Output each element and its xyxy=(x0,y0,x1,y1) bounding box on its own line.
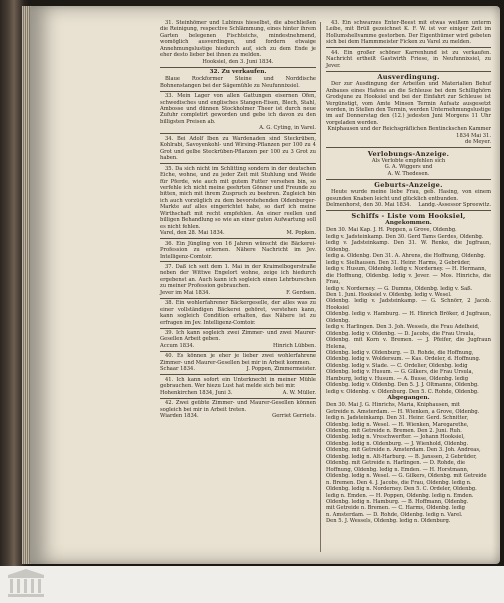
left-column xyxy=(160,20,316,419)
ad-41-name: A. W. Müller. xyxy=(282,389,316,396)
ad-31: 31. Steinhömer und Lubinus hieselbst, die abschließen die Reinigung, respective Schlämmung, eines hinter ihrem Garten belegenen Fischteichs, mindestnehmend, womöglich ausverdingen, und fordern etwaige Annehmungslustige hiedurch auf, sich zu dem Ende je eher desto lieber bei ihnen zu melden. xyxy=(160,20,316,59)
departure-entry: Oldenbg. ledig n. Hamburg. — B. Hoffmann, Oldenbg. xyxy=(326,499,469,505)
ausverdingung-authority: Kniphausen und der Reichsgräflichen Bentinckschen Kammer 1834 Mai 31. xyxy=(327,126,491,139)
divider xyxy=(160,298,316,299)
arrival-entry: Oldenbg. ledig v. Oldenbg. Den 5. J. J. Oltmanns, Oldenbg. xyxy=(326,382,479,389)
arrival-entry: ledig v. Norderney. — G. Dumms, Oldenbg. ledig v. Saß. xyxy=(326,285,473,292)
right-column xyxy=(326,20,491,525)
ad-41-place-date: Hohenkirchen 1834, Juni 3. xyxy=(160,389,233,396)
arrival-entry: Oldenbg. ledig v. Stade. — C. Ordelier, Oldenbg. ledig xyxy=(326,362,468,369)
departure-entry: n. Amsterdam. — D. Rohde, Oldenbg. ledig n. Varel. xyxy=(326,511,463,518)
divider xyxy=(160,398,316,399)
ad-35-place-date: Varel, den 28. Mai 1834. xyxy=(160,230,225,237)
ad-34: 34. Bei Adolf Iben zu Wardenaden sind Steckrüben, Kohlrabi, Savoyenkohl- und Wirsing-Pflanzen per 100 zu 4 Grot und gelbe Steckrüben-Pflanzen per 100 zu 3 Grot zu haben. xyxy=(160,135,316,162)
divider xyxy=(326,71,491,72)
ad-35-name: M. Popken. xyxy=(286,230,316,237)
divider xyxy=(160,238,316,239)
ad-39-place-date: Accum 1834. xyxy=(160,342,195,349)
divider xyxy=(326,210,491,211)
ausverdingung-signature: de Meyer. xyxy=(465,139,491,146)
departure-entry: Oldenbg. ledig n. Alt-Harburg. — B. Janssen, 2 Gebrüder, xyxy=(326,453,477,460)
ad-37-name: F. Gerdsen. xyxy=(286,289,316,296)
ad-37-place-date: Jever im Mai 1834. xyxy=(160,289,211,296)
column-divider xyxy=(320,22,321,552)
ad-40-signature xyxy=(160,366,316,372)
ad-40-place-date: Schaar 1834. xyxy=(160,366,195,373)
departure-entry: Oldenbg. ledig n. Norderney. Den 5. C. Ordeler, Oldenbg. xyxy=(326,486,477,493)
arrival-entry: Oldenbg. mit Korn v. Bremen. — J. Pfeifer, die Jugfraun Helena, xyxy=(326,337,491,350)
arrival-entry: Oldenbg. ledig v. Husum. — G. Gilkers, die Frau Ursula, xyxy=(326,369,474,376)
schiffsliste-heading: Schiffs - Liste vom Hooksiel, xyxy=(351,212,466,221)
ad-39: 39. Ich kann sogleich zwei Zimmer- und zwei Maurer-Gesellen Arbeit geben. xyxy=(160,330,316,343)
arrival-entry: ledig v. Jadsteinkamp. Den 30. Gerd Tams Gerdes, Oldenbg. xyxy=(326,233,484,240)
ad-40: 40. Es können je eher je lieber zwei wohlerfahrene Zimmer- und Maurer-Gesellen bei mir in Arbeit kommen. xyxy=(160,353,316,366)
departure-entry: ledig n. Emden. — H. Poppen, Oldenbg. ledig n. Emden. xyxy=(326,492,474,499)
ad-43: 43. Ein schwarzes Enter-Beest mit etwas weißem unterm Leibe, mit Brüll gezeichnet K. F. W. ist vor einiger Zeit im Hollumshellvamme gestorben. Der Eigenthümer wird gebeten sich bei dem Hammmeister Ficken zu Varel zu melden. xyxy=(326,20,491,46)
verlobung-name-2: A. W. Thedesen. xyxy=(387,170,430,177)
arrival-entry: ledig v. Jadsteinkamp. Den 31. W. Renke, die Jugfraun, Oldenbg. xyxy=(326,240,491,253)
ausverdingung-heading: Ausverdingung. xyxy=(377,73,440,82)
ad-42: 42. Zwei geübte Zimmer- und Maurer-Gesellen können sogleich bei mir in Arbeit treten. xyxy=(160,400,316,413)
arrival-entry: Den 1. Juni. Hooksiel v. Oldenbg. ledig v. Wesel. xyxy=(326,291,452,298)
departure-entry: Den 5. J. Wessels, Oldenbg. ledig n. Oldenburg. xyxy=(326,518,451,525)
departure-entry: Hoffnung, Oldenbg. ledig n. Emden. — H. Horstmann, xyxy=(326,466,469,473)
ad-42-name: Gerriet Gerriets. xyxy=(272,413,316,420)
ad-36: 36. Ein Jüngling von 16 Jahren wünscht die Bäckerei-Profession zu erlernen. Nähere Nachricht im Jev. Intelligenz-Comtoir. xyxy=(160,240,316,260)
departure-entry: Oldenbg. mit Getreide n. Amsterdam. Den 3. Joh. Andreas, xyxy=(326,447,481,454)
archive-footer xyxy=(0,566,504,603)
departure-entry: Getreide n. Amsterdam. — H. Wienken, a Grove, Oldenbg. xyxy=(326,408,480,415)
ad-39-name: Hinrich Lübben. xyxy=(272,342,316,349)
ad-42-signature xyxy=(160,413,316,419)
ad-33-signature: A. G. Cyting, in Varel. xyxy=(259,125,316,132)
arrival-entry: Oldenbg. ledig v. Jadsteinkamp. — G. Schnörr, 2 Jacob. Hooksiel xyxy=(326,298,491,311)
arrival-entry: Oldenbg. ledig v. Oldenbg. — D. Jacobs, die Frau Ursula, xyxy=(326,330,476,337)
library-building-logo xyxy=(6,569,46,599)
departure-entry: Oldenbg. mit Getreide n. Harlingen. — D. Rohde, die xyxy=(326,460,466,467)
divider xyxy=(160,351,316,352)
geburt-heading: Geburts-Anzeige. xyxy=(374,181,443,190)
ad-37-signature xyxy=(160,290,316,296)
angekommen-heading: Angekommen. xyxy=(385,220,432,227)
verlobung-name-1: G. A. Wiggers und xyxy=(384,164,433,171)
arrival-entry: Oldenbg. ledig v. Woldersum. — Kas. Ordeler, d. Hoffnung. xyxy=(326,356,481,363)
arrivals-list xyxy=(326,227,491,395)
arrival-entry: ledig v. Harlingen. Den 3. Joh. Wessels, die Frau Adelheid, xyxy=(326,324,480,331)
departure-entry: Den 30. Mai J. G. Hinrichs, Maria, Kniphausen, mit xyxy=(326,402,460,409)
divider xyxy=(160,67,316,68)
arrival-entry: die Hoffnung, Oldenbg. ledig v. Jever. — Mos. Hinrichs, die Frau, xyxy=(326,272,491,286)
ad-35: 35. Da sich nicht im Schlitting sondern in der deutschen Eiche, wohne, und zu jeder Zeit mit Stuhlung und Weide für Pferde, wie auch mit gutem Futter versehen bin, so verfehle ich nicht meine geehrten Gönner und Freunde zu bitten, mich mit ihrem Zuspruch zu beehren. Zugleich bin ich auch vorzüglich zu dem bevorstehenden Oldenburger-Markte auf alles eingerichtet habe, so darf ich meine Wirthschaft mit recht empfehlen. An einer reellen und billigen Behandlung so wie an einer guten Aufwartung soll es nicht fehlen. xyxy=(160,165,316,230)
divider xyxy=(160,261,316,262)
arrival-entry: Oldenbg. ledig v. Hamburg. — H. Hinrich Bröker, d Jugfraun, Oldenbg. xyxy=(326,311,491,324)
ad-38: 38. Ein wohlerfahrener Bäckergeselle, der alles was zu einer vollständigen Bäckerei gehöret, verstehen kann, kann sogleich Condition erhalten, das Nähere ist zu erfragen im Jev. Intelligenz-Comtoir. xyxy=(160,300,316,326)
ad-39-signature xyxy=(160,343,316,349)
ad-40-name: J. Poppen, Zimmermeister. xyxy=(246,366,316,373)
ad-33: 33. Mein Lager von allen Gattungen eisernen Ofen, schwedisches und englisches Stangen-Eisen, Blech, Stahl, Ambosse und dünnen Stockholmer Theer ist durch neue Zufuhr completirt geworden und gebe ich davon zu den billigsten Preisen ab. xyxy=(160,93,316,125)
departure-entry: Oldenbg. ledig n. Oldenburg. — J. Wienhold, Oldenbg. xyxy=(326,440,469,447)
arrival-entry: Oldenbg. ledig v. Oldenburg. — D. Rohde, die Hoffnung, xyxy=(326,350,474,357)
departure-entry: Oldenbg. mit Getreide n. Bremen. Den 2. Juni. Ruh. xyxy=(326,428,462,435)
ad-31-signature: Hooksiel, den 3. Juni 1834. xyxy=(202,58,274,65)
departure-entry: Oldenbg. ledig n. Wesel. — H. Wienken, Maregarethe, xyxy=(326,421,469,428)
departures-list xyxy=(326,402,491,525)
ad-35-signature xyxy=(160,230,316,236)
geburt-place-date: Delmenhorst, den 30. Mai 1834. xyxy=(326,201,412,208)
ad-32: Blaue Rockformer Steine und Norddische Bohnenstangen bei der Sägemühle zu Neufunnixsiel. xyxy=(160,76,316,89)
ad-37: 37. Daß ich seit dem 1. Mai in der Kraimelbogerstraße neben der Wittwe Engelort wohne, zeige ich hiedurch ergebenst an. Auch kann ich sogleich einen Lehrburschen zu meiner Profession gebrauchen. xyxy=(160,263,316,290)
divider xyxy=(326,147,491,148)
arrival-entry: Den 30. Mai Kap. J. H. Poppen, a Grove, Oldenbg. xyxy=(326,227,457,234)
arrival-entry: ledig a. Oldenbg. Den 31. A. Ahrens, die Hoffnung, Oldenbg. xyxy=(326,253,486,260)
arrival-entry: Hamburg, ledig v. Husum. — A. Busse, Oldenbg. ledig xyxy=(326,375,469,382)
divider xyxy=(326,179,491,180)
divider xyxy=(160,163,316,164)
arrival-entry: ledig v. Sielhausen. Den 31. Heinr. Harms, 2 Gebrüder, xyxy=(326,259,471,266)
ad-41: 41. Ich kann sofort ein Unterknecht in meiner Mühle gebrauchen. Wer hiezu Lust hat melde sich bei mir. xyxy=(160,376,316,390)
ad-41-signature xyxy=(160,390,316,396)
verlobung-heading: Verlobungs-Anzeige. xyxy=(367,149,450,158)
abgegangen-heading: Abgegangen. xyxy=(387,395,430,402)
geburt-name: Landg.-Assessor Spreewitz. xyxy=(418,201,491,208)
ad-32-heading: 32. Zu verkaufen. xyxy=(209,69,267,76)
departure-entry: Oldenbg. ledig n. Wesel. — G. Gilkers, Oldenbg. mit Getreide xyxy=(326,473,487,480)
ad-42-place-date: Wiarden 1834. xyxy=(160,413,199,420)
verlobung-text: Als Verlobte empfehlen sich xyxy=(371,157,446,164)
departure-entry: Oldenbg. ledig n. Vreschwerfter. — Johann Hooksiel, xyxy=(326,434,465,441)
ausverdingung-text: Der zur Ausdingung der Arbeiten und Materialien Behuf Anbaues eines Hafens an die Schleuse bei dem Schillighörn Grodsjune zu Hooksiel und bei der Einfahrt zur Schleuse ist Vergünstigt, vom Amte Minsen Termin Aufsatz ausgesetzt worden, in Stellen den Termin, werden Unternehmungslustige im auf Donnerstag den (12.) jedesten Juni Morgens 11 Uhr vorgeladen werden. xyxy=(326,81,491,126)
ad-44: 44. Ein großer schöner Karrenhund ist zu verkaufen. Nachricht ertheilt Gastwirth Friese, in Neufunnixsiel, zu Jever. xyxy=(326,49,491,69)
arrival-entry: ledig v. Oldenbg. v. Oldenburg. Den 5. C. Rohde, Oldenbg. xyxy=(326,388,479,395)
divider xyxy=(160,91,316,92)
departure-entry: mit Getreide n. Bremen. — C. Harms, Oldenbg. ledig xyxy=(326,505,465,512)
divider xyxy=(160,328,316,329)
geburt-text: Heute wurde meine liebe Frau, geb. Hasing, von einem gesunden Knaben leicht und glücklich entbunden. xyxy=(326,189,491,202)
departure-entry: n. Bremen. Den 4. J. Jacobs, die Frau, Oldenbg. ledig n. xyxy=(326,479,472,486)
geburt-signature xyxy=(326,202,491,208)
departure-entry: ledig n. Jadsteinkamp. Den 31. Heinr. Gerd. Schnitter, xyxy=(326,415,469,422)
divider xyxy=(160,133,316,134)
divider xyxy=(326,47,491,48)
divider xyxy=(160,374,316,375)
arrival-entry: ledig v. Husum, Oldenbg. ledig v. Norderney. — H. Hermann, xyxy=(326,266,487,273)
